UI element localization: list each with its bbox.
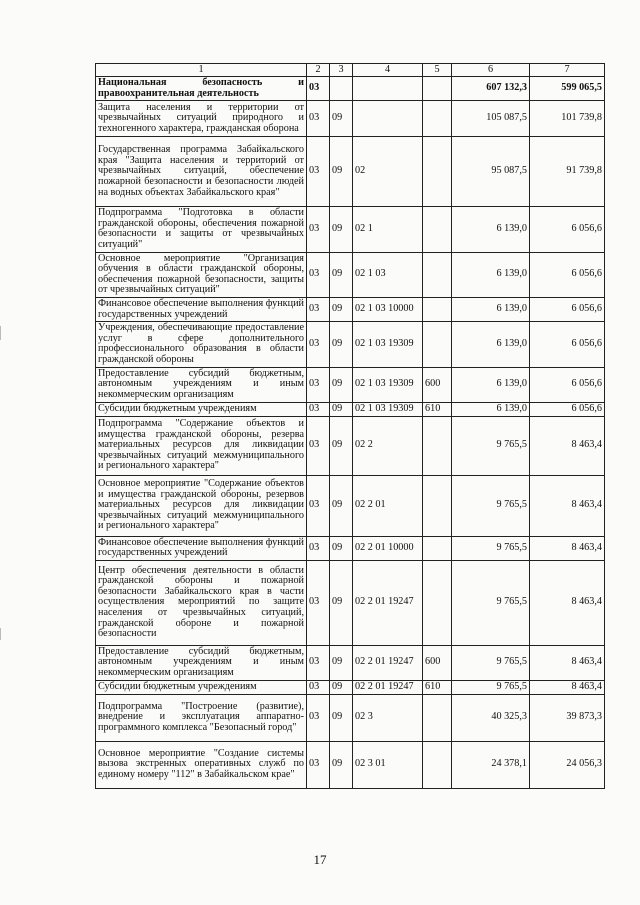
- table-row: [96, 536, 605, 560]
- amount-year2-cell: 6 056,6: [530, 207, 605, 252]
- section-code-cell: 03: [307, 475, 330, 536]
- table-header-row: [96, 64, 605, 77]
- amount-year1-cell: 9 765,5: [452, 416, 530, 475]
- amount-year1-cell: 6 139,0: [452, 322, 530, 367]
- expense-type-cell: [423, 475, 452, 536]
- section-code-cell: 03: [307, 645, 330, 680]
- row-name-cell: Национальная безопасность и правоохранительная деятельность: [96, 77, 307, 101]
- target-article-cell: 02 2 01 19247: [353, 645, 423, 680]
- table-row: [96, 475, 605, 536]
- target-article-cell: 02 2 01 10000: [353, 536, 423, 560]
- table-row: [96, 402, 605, 416]
- row-name-cell: Субсидии бюджетным учреждениям: [96, 402, 307, 416]
- target-article-cell: 02 2 01 19247: [353, 560, 423, 645]
- target-article-cell: [353, 101, 423, 137]
- section-code-cell: 03: [307, 694, 330, 741]
- section-code-cell: 03: [307, 560, 330, 645]
- amount-year1-cell: 6 139,0: [452, 297, 530, 321]
- table-row: [96, 252, 605, 297]
- column-header: 5: [423, 64, 452, 77]
- amount-year1-cell: 9 765,5: [452, 560, 530, 645]
- table-row: [96, 297, 605, 321]
- subsection-code-cell: 09: [330, 297, 353, 321]
- subsection-code-cell: 09: [330, 560, 353, 645]
- amount-year1-cell: 607 132,3: [452, 77, 530, 101]
- expense-type-cell: 610: [423, 402, 452, 416]
- row-name-cell: Государственная программа Забайкальского края "Защита населения и территорий от чрезвычайных ситуаций, обеспечение пожарной безопасности и безопасности людей на водных объектах Забайкальского края": [96, 137, 307, 207]
- subsection-code-cell: 09: [330, 207, 353, 252]
- section-code-cell: 03: [307, 77, 330, 101]
- amount-year1-cell: 95 087,5: [452, 137, 530, 207]
- target-article-cell: 02 1 03 10000: [353, 297, 423, 321]
- table-row: [96, 694, 605, 741]
- subsection-code-cell: [330, 77, 353, 101]
- table-row: [96, 322, 605, 367]
- target-article-cell: 02 1 03 19309: [353, 402, 423, 416]
- expense-type-cell: [423, 560, 452, 645]
- amount-year1-cell: 9 765,5: [452, 536, 530, 560]
- subsection-code-cell: 09: [330, 137, 353, 207]
- amount-year2-cell: 39 873,3: [530, 694, 605, 741]
- row-name-cell: Финансовое обеспечение выполнения функций государственных учреждений: [96, 297, 307, 321]
- section-code-cell: 03: [307, 297, 330, 321]
- row-name-cell: Центр обеспечения деятельности в области гражданской обороны и пожарной безопасности Забайкальского края в части осуществления мероприятий по защите населения от чрезвычайных ситуаций, гражданской обороне и пожарной безопасности: [96, 560, 307, 645]
- amount-year2-cell: 101 739,8: [530, 101, 605, 137]
- subsection-code-cell: 09: [330, 645, 353, 680]
- section-code-cell: 03: [307, 416, 330, 475]
- amount-year2-cell: 8 463,4: [530, 475, 605, 536]
- expense-type-cell: [423, 137, 452, 207]
- target-article-cell: 02 1 03: [353, 252, 423, 297]
- row-name-cell: Подпрограмма "Построение (развитие), внедрение и эксплуатация аппаратно-программного комплекса "Безопасный город": [96, 694, 307, 741]
- target-article-cell: 02 1 03 19309: [353, 322, 423, 367]
- table-row: [96, 137, 605, 207]
- amount-year2-cell: 6 056,6: [530, 252, 605, 297]
- section-code-cell: 03: [307, 402, 330, 416]
- scan-margin-mark: [0, 628, 1, 640]
- amount-year2-cell: 6 056,6: [530, 322, 605, 367]
- table-row: [96, 101, 605, 137]
- target-article-cell: 02 3: [353, 694, 423, 741]
- amount-year2-cell: 8 463,4: [530, 680, 605, 694]
- section-code-cell: 03: [307, 137, 330, 207]
- row-name-cell: Основное мероприятие "Организация обучения в области гражданской обороны, обеспечения пожарной безопасности, защиты от чрезвычайных ситуаций": [96, 252, 307, 297]
- table-row: [96, 560, 605, 645]
- expense-type-cell: [423, 101, 452, 137]
- expense-type-cell: [423, 322, 452, 367]
- table-row: [96, 416, 605, 475]
- amount-year1-cell: 40 325,3: [452, 694, 530, 741]
- amount-year1-cell: 6 139,0: [452, 402, 530, 416]
- amount-year1-cell: 9 765,5: [452, 475, 530, 536]
- amount-year1-cell: 6 139,0: [452, 252, 530, 297]
- subsection-code-cell: 09: [330, 680, 353, 694]
- amount-year2-cell: 6 056,6: [530, 297, 605, 321]
- row-name-cell: Основное мероприятие "Содержание объектов и имущества гражданской обороны, резервов материальных ресурсов для ликвидации чрезвычайных ситуаций межмуниципального и регионального характера": [96, 475, 307, 536]
- expense-type-cell: [423, 297, 452, 321]
- section-code-cell: 03: [307, 536, 330, 560]
- section-code-cell: 03: [307, 680, 330, 694]
- subsection-code-cell: 09: [330, 741, 353, 788]
- column-header: 7: [530, 64, 605, 77]
- subsection-code-cell: 09: [330, 694, 353, 741]
- expense-type-cell: [423, 207, 452, 252]
- column-header: 1: [96, 64, 307, 77]
- expense-type-cell: 600: [423, 645, 452, 680]
- expense-type-cell: [423, 536, 452, 560]
- section-code-cell: 03: [307, 367, 330, 402]
- amount-year1-cell: 9 765,5: [452, 680, 530, 694]
- section-code-cell: 03: [307, 101, 330, 137]
- column-header: 3: [330, 64, 353, 77]
- expense-type-cell: [423, 416, 452, 475]
- target-article-cell: 02 3 01: [353, 741, 423, 788]
- amount-year2-cell: 599 065,5: [530, 77, 605, 101]
- amount-year2-cell: 8 463,4: [530, 645, 605, 680]
- table-row: [96, 645, 605, 680]
- subsection-code-cell: 09: [330, 416, 353, 475]
- row-name-cell: Основное мероприятие "Создание системы вызова экстренных оперативных служб по единому номеру "112" в Забайкальском крае": [96, 741, 307, 788]
- budget-table: [95, 63, 605, 789]
- column-header: 2: [307, 64, 330, 77]
- expense-type-cell: [423, 252, 452, 297]
- row-name-cell: Учреждения, обеспечивающие предоставление услуг в сфере дополнительного профессионального образования в области гражданской обороны: [96, 322, 307, 367]
- target-article-cell: 02 1 03 19309: [353, 367, 423, 402]
- subsection-code-cell: 09: [330, 322, 353, 367]
- table-row: [96, 367, 605, 402]
- amount-year2-cell: 8 463,4: [530, 536, 605, 560]
- subsection-code-cell: 09: [330, 101, 353, 137]
- target-article-cell: [353, 77, 423, 101]
- amount-year2-cell: 8 463,4: [530, 560, 605, 645]
- amount-year1-cell: 9 765,5: [452, 645, 530, 680]
- amount-year1-cell: 24 378,1: [452, 741, 530, 788]
- row-name-cell: Предоставление субсидий бюджетным, автономным учреждениям и иным некоммерческим организациям: [96, 367, 307, 402]
- target-article-cell: 02 1: [353, 207, 423, 252]
- amount-year1-cell: 6 139,0: [452, 367, 530, 402]
- target-article-cell: 02 2 01: [353, 475, 423, 536]
- expense-type-cell: 610: [423, 680, 452, 694]
- amount-year1-cell: 105 087,5: [452, 101, 530, 137]
- section-code-cell: 03: [307, 207, 330, 252]
- subsection-code-cell: 09: [330, 252, 353, 297]
- amount-year2-cell: 91 739,8: [530, 137, 605, 207]
- expense-type-cell: 600: [423, 367, 452, 402]
- amount-year2-cell: 6 056,6: [530, 367, 605, 402]
- column-header: 4: [353, 64, 423, 77]
- section-code-cell: 03: [307, 252, 330, 297]
- amount-year2-cell: 6 056,6: [530, 402, 605, 416]
- column-header: 6: [452, 64, 530, 77]
- section-code-cell: 03: [307, 322, 330, 367]
- target-article-cell: 02: [353, 137, 423, 207]
- expense-type-cell: [423, 694, 452, 741]
- row-name-cell: Предоставление субсидий бюджетным, автономным учреждениям и иным некоммерческим организациям: [96, 645, 307, 680]
- subsection-code-cell: 09: [330, 367, 353, 402]
- table-body: [96, 77, 605, 789]
- expense-type-cell: [423, 741, 452, 788]
- target-article-cell: 02 2 01 19247: [353, 680, 423, 694]
- page-number: 17: [313, 852, 327, 867]
- row-name-cell: Субсидии бюджетным учреждениям: [96, 680, 307, 694]
- table-row: [96, 680, 605, 694]
- target-article-cell: 02 2: [353, 416, 423, 475]
- table-row: [96, 741, 605, 788]
- row-name-cell: Финансовое обеспечение выполнения функций государственных учреждений: [96, 536, 307, 560]
- row-name-cell: Подпрограмма "Подготовка в области гражданской обороны, обеспечения пожарной безопасности и защиты от чрезвычайных ситуаций": [96, 207, 307, 252]
- row-name-cell: Защита населения и территории от чрезвычайных ситуаций природного и техногенного характера, гражданская оборона: [96, 101, 307, 137]
- subsection-code-cell: 09: [330, 475, 353, 536]
- row-name-cell: Подпрограмма "Содержание объектов и имущества гражданской обороны, резерва материальных ресурсов для ликвидации чрезвычайных ситуаций межмуниципального и регионального характера": [96, 416, 307, 475]
- expense-type-cell: [423, 77, 452, 101]
- subsection-code-cell: 09: [330, 402, 353, 416]
- section-code-cell: 03: [307, 741, 330, 788]
- amount-year1-cell: 6 139,0: [452, 207, 530, 252]
- table-row: [96, 77, 605, 101]
- scan-margin-mark: [0, 326, 1, 340]
- subsection-code-cell: 09: [330, 536, 353, 560]
- amount-year2-cell: 24 056,3: [530, 741, 605, 788]
- table-row: [96, 207, 605, 252]
- amount-year2-cell: 8 463,4: [530, 416, 605, 475]
